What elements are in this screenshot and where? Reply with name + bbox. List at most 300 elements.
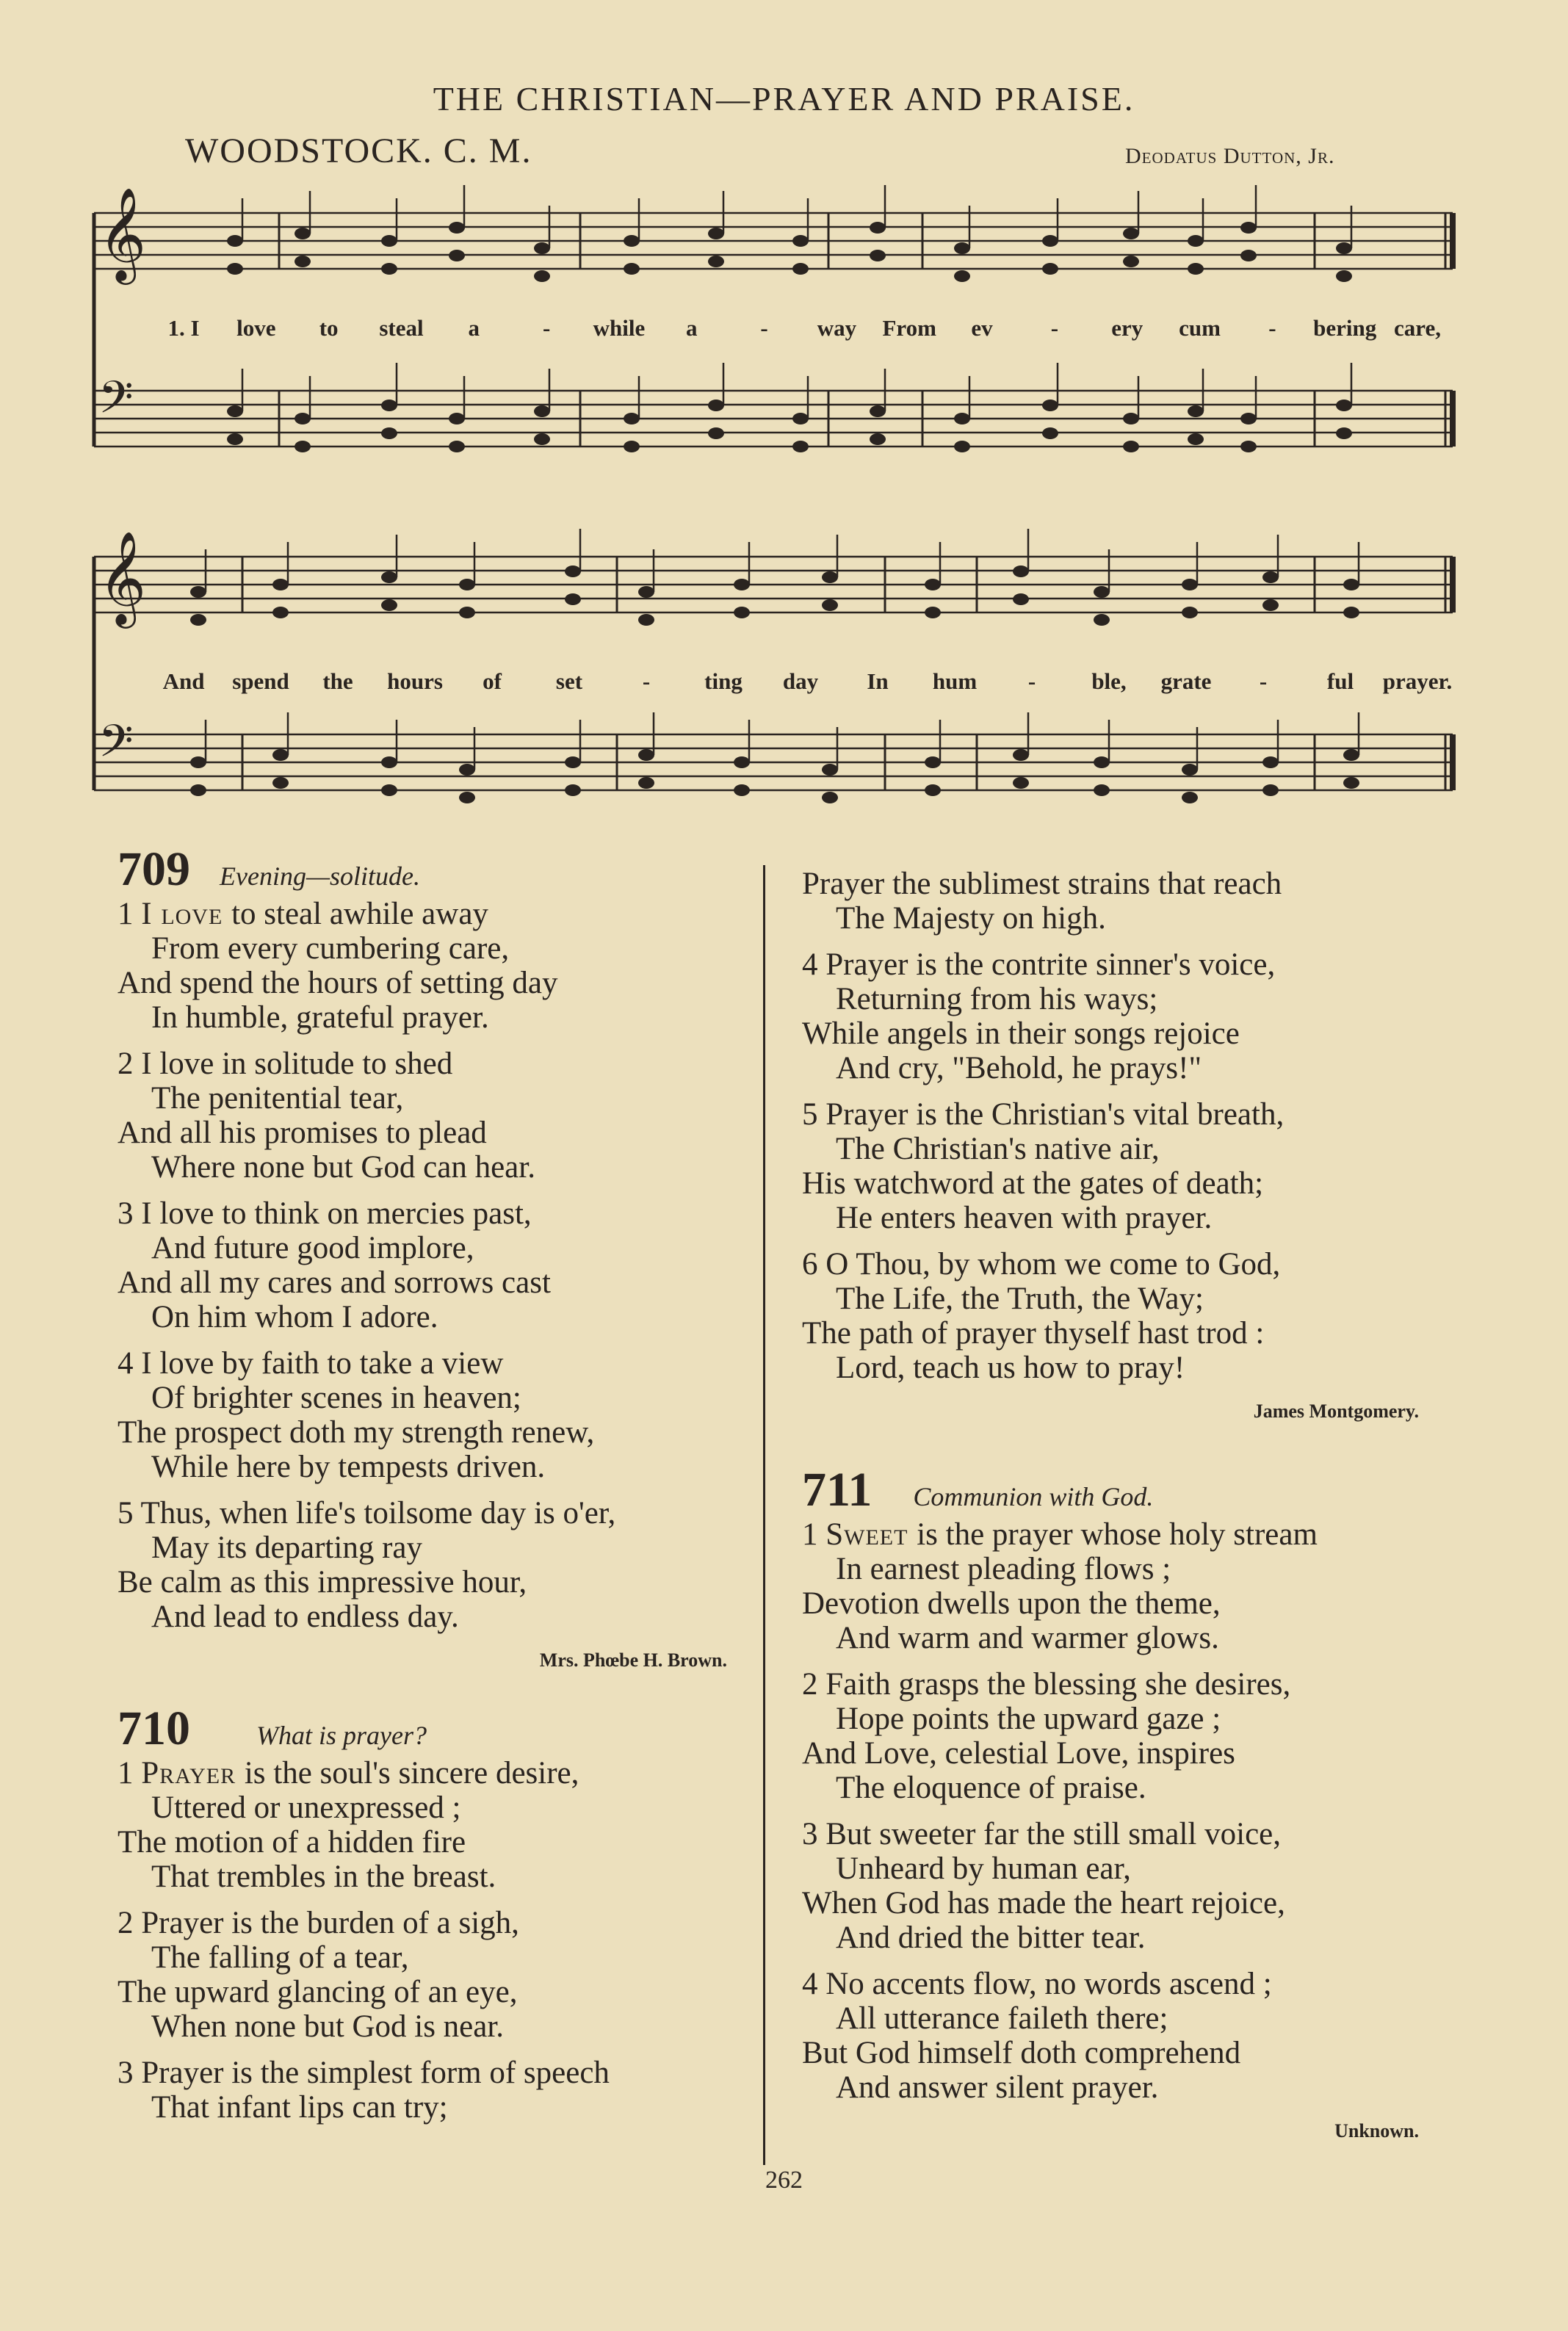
verse-number: 6 [802,1247,826,1282]
hymn-author: Mrs. Phœbe H. Brown. [539,1649,727,1671]
verse-number: 4 [118,1346,142,1381]
verse [118,1496,727,1634]
note-head [272,777,289,789]
note-head [870,433,886,445]
note-head [792,235,809,247]
verse-line [802,1097,1448,1132]
verse-line [802,982,1448,1016]
verse-text: But God himself doth comprehend [802,2036,1241,2070]
verse-text: to steal awhile away [231,897,488,931]
note-head [459,764,475,776]
verse-line [802,1166,1448,1201]
note-head [1336,400,1352,411]
note-head [1188,263,1204,275]
verse-number: 1 [118,897,142,931]
note-head [272,607,289,618]
note-head [822,764,838,776]
hymn-number: 709 [118,842,190,896]
verse-text: While here by tempests driven. [151,1450,546,1484]
verse-text: And all my cares and sorrows cast [118,1265,551,1300]
verse-line [802,1586,1448,1621]
note-head [534,405,550,417]
note-head [792,263,809,275]
lyric-syllable: grate [1160,668,1212,694]
lyric-syllable: steal [379,315,424,341]
verse-line [802,1771,1448,1805]
verse [802,1817,1448,1955]
verse-text: The falling of a tear, [151,1940,409,1975]
note-head [272,579,289,590]
note-head [1188,235,1204,247]
note-head [734,756,750,768]
verse-line [118,1116,727,1150]
verse-line [118,1600,727,1634]
tune-name: WOODSTOCK. C. M. [185,131,532,170]
lyric-syllable: a [686,315,698,341]
note-head [1094,614,1110,626]
note-head [227,433,243,445]
note-head [638,749,654,761]
verse-line [118,1565,727,1600]
verse-text: The Life, the Truth, the Way; [836,1282,1204,1316]
note-head [638,586,654,598]
note-head [1182,792,1198,803]
bass-clef: 𝄢 [98,715,134,778]
verse [118,1047,727,1185]
verse-line [118,1450,727,1484]
note-head [925,756,941,768]
verse [118,1196,727,1334]
hymn-number: 711 [802,1463,872,1517]
note-head [381,400,397,411]
verse-first-word: Prayer [141,1756,245,1790]
verse-line [118,1196,727,1231]
verse-text: The prospect doth my strength renew, [118,1415,595,1450]
note-head [295,441,311,452]
page-number: 262 [765,2166,803,2194]
verse-text: Lord, teach us how to pray! [836,1351,1185,1385]
verse [802,1097,1448,1235]
lyric-syllable: hum [932,668,978,694]
note-heads [190,185,1359,803]
note-head [624,441,640,452]
verse-text: The eloquence of praise. [836,1771,1146,1805]
verse-text: And answer silent prayer. [836,2070,1159,2105]
note-head [954,242,970,254]
lyrics-system-2 [163,668,1453,694]
lyric-syllable: - [1268,315,1276,341]
verse-text: The Christian's native air, [836,1132,1160,1166]
bar-lines [94,213,1453,790]
verse-line [802,1967,1448,2001]
note-head [227,263,243,275]
verse-text: Prayer is the burden of a sigh, [141,1906,519,1940]
hymn-verses [802,1517,1448,2105]
verse-line [802,1282,1448,1316]
verse-line [802,1817,1448,1851]
note-head [1188,405,1204,417]
note-head [638,614,654,626]
lyric-syllable: ev [971,315,993,341]
verse-text: is the soul's sincere desire, [244,1756,579,1790]
note-head [1182,764,1198,776]
verse-number: 5 [802,1097,826,1132]
verse-text: Returning from his ways; [836,982,1158,1016]
verse-text: And all his promises to plead [118,1116,487,1150]
note-head [1240,413,1257,424]
verse-text: But sweeter far the still small voice, [825,1817,1281,1851]
verse [802,1967,1448,2105]
note-head [1013,777,1029,789]
note-head [1182,579,1198,590]
verse [118,2056,727,2125]
verse-text: While angels in their songs rejoice [802,1016,1240,1051]
note-head [1343,777,1359,789]
column-left [118,842,727,2136]
note-head [1013,593,1029,605]
verse-text: And warm and warmer glows. [836,1621,1219,1655]
verse-line [118,1496,727,1530]
verse-number: 4 [802,947,826,982]
verse-first-word: Sweet [825,1517,917,1552]
lyric-syllable: And [162,668,205,694]
note-head [1042,263,1058,275]
verse-line [802,1621,1448,1655]
note-head [1042,400,1058,411]
note-head [190,784,206,796]
verse-text: In humble, grateful prayer. [151,1000,489,1035]
verse-line [118,1047,727,1081]
lyric-syllable: to [319,315,339,341]
composer-credit: Deodatus Dutton, Jr. [1125,144,1335,168]
verse-line [802,1316,1448,1351]
lyric-syllable: way [817,315,857,341]
note-head [295,413,311,424]
hymn-710 [118,1702,727,2125]
lyric-syllable: - [1050,315,1059,341]
verse-text: Prayer is the contrite sinner's voice, [825,947,1276,982]
verse-text: May its departing ray [151,1530,422,1565]
note-head [708,256,724,267]
verse-line [802,1517,1448,1552]
note-head [792,441,809,452]
lyric-syllable: of [483,668,502,694]
verse-text: Of brighter scenes in heaven; [151,1381,521,1415]
verse-line [118,1346,727,1381]
verse-text: And cry, "Behold, he prays!" [836,1051,1202,1085]
note-head [1336,242,1352,254]
verse-line [802,1351,1448,1385]
verse-line [118,2009,727,2044]
hymn-author: James Montgomery. [1253,1401,1419,1422]
verse-text: And Love, celestial Love, inspires [802,1736,1235,1771]
note-head [449,222,465,234]
lyric-syllable: From [882,315,936,341]
lyric-syllable: - [1027,668,1036,694]
music-score [0,0,1568,837]
lyric-syllable: love [236,315,276,341]
verse-line [118,1415,727,1450]
hymn-709 [118,842,727,1677]
note-head [1343,607,1359,618]
note-head [954,413,970,424]
verse-line [118,1790,727,1825]
verse-text: I love in solitude to shed [141,1047,453,1081]
lyric-syllable: set [555,668,583,694]
hymn-title: Evening—solitude. [220,861,420,891]
verse-text: Be calm as this impressive hour, [118,1565,527,1600]
verse-line [802,1247,1448,1282]
note-head [734,784,750,796]
note-head [925,784,941,796]
verse-line [802,1667,1448,1702]
note-head [459,579,475,590]
note-head [624,413,640,424]
note-head [190,756,206,768]
note-head [1123,228,1139,239]
note-head [1262,756,1279,768]
note-head [190,586,206,598]
note-head [870,250,886,261]
verse-line [118,966,727,1000]
lyric-syllable: a [468,315,480,341]
note-head [954,441,970,452]
verse-line [118,1940,727,1975]
verse-number: 1 [118,1756,142,1790]
note-head [954,270,970,282]
verse-continued [802,867,1448,936]
hymn-711 [802,1463,1448,2148]
hymn-author: Unknown. [1334,2120,1419,2142]
verse-line [118,1265,727,1300]
verse-line [802,1736,1448,1771]
verse-text: I love to think on mercies past, [141,1196,532,1231]
verse-line [802,947,1448,982]
verse [118,1906,727,2044]
verse-text: From every cumbering care, [151,931,510,966]
note-head [381,571,397,583]
verse-first-word: I love [141,897,232,931]
note-head [565,784,581,796]
verse-line [118,1860,727,1894]
note-head [792,413,809,424]
verse [802,1517,1448,1655]
verse-line [118,1150,727,1185]
hymn-title: Communion with God. [913,1482,1154,1511]
lyric-syllable: spend [232,668,289,694]
verse-text: The path of prayer thyself hast trod : [802,1316,1265,1351]
lyric-syllable: hours [387,668,443,694]
note-head [295,228,311,239]
verse-line [118,931,727,966]
note-head [1013,749,1029,761]
note-head [449,441,465,452]
note-head [534,433,550,445]
note-head [1240,250,1257,261]
note-head [925,607,941,618]
lyric-syllable: bering [1313,315,1377,341]
note-head [1343,749,1359,761]
clefs [98,187,146,778]
staff-lines [94,213,1453,790]
note-head [459,792,475,803]
note-head [381,235,397,247]
note-head [1336,270,1352,282]
note-head [624,263,640,275]
verse-number: 3 [802,1817,826,1851]
note-head [1262,784,1279,796]
verse-text: Thus, when life's toilsome day is o'er, [140,1496,616,1530]
note-head [227,235,243,247]
verse-text: That trembles in the breast. [151,1860,496,1894]
verse-line [118,1756,727,1790]
note-head [227,405,243,417]
verse-line [802,1132,1448,1166]
note-head [708,427,724,439]
note-head [534,270,550,282]
note-head [624,235,640,247]
note-head [295,256,311,267]
note-head [381,263,397,275]
column-divider [763,865,765,2165]
note-head [1042,235,1058,247]
note-head [708,400,724,411]
note-head [534,242,550,254]
verse-text: On him whom I adore. [151,1300,438,1334]
verse-text: is the prayer whose holy stream [917,1517,1318,1552]
note-head [1123,441,1139,452]
note-head [381,599,397,611]
column-right [802,867,1448,2148]
verse-line [802,1201,1448,1235]
verse-line: 3 Prayer is the simplest form of speech [118,2056,610,2090]
verse-text: When God has made the heart rejoice, [802,1886,1285,1920]
verse-number: 2 [118,1047,142,1081]
verse-text: And lead to endless day. [151,1600,459,1634]
verse [118,897,727,1035]
verse-line: The Majesty on high. [836,901,1106,936]
verse-text: The penitential tear, [151,1081,404,1116]
verse-line [118,1000,727,1035]
verse-text: Devotion dwells upon the theme, [802,1586,1221,1621]
note-head [381,784,397,796]
verse-line [802,1016,1448,1051]
note-head [1240,222,1257,234]
verse-line [118,1906,727,1940]
verse-line [802,1702,1448,1736]
note-head [1123,413,1139,424]
lyric-syllable: cum [1179,315,1221,341]
lyric-syllable: day [782,668,819,694]
lyric-syllable: ble, [1091,668,1127,694]
note-head [1182,607,1198,618]
verse [802,1667,1448,1805]
note-head [822,792,838,803]
verse-text: Hope points the upward gaze ; [836,1702,1221,1736]
note-head [1094,756,1110,768]
lyric-syllable: 1. I [167,315,200,341]
lyric-syllable: ery [1111,315,1144,341]
verse-line [118,1231,727,1265]
treble-clef: 𝄞 [98,187,147,281]
note-head [381,756,397,768]
verse-text: Uttered or unexpressed ; [151,1790,461,1825]
lyrics-system-1 [167,315,1441,341]
note-head [381,427,397,439]
note-head [1123,256,1139,267]
verse-text: He enters heaven with prayer. [836,1201,1213,1235]
verse [802,947,1448,1085]
note-head [1013,565,1029,577]
verse-number: 5 [118,1496,141,1530]
verse-line [802,2036,1448,2070]
note-head [190,614,206,626]
hymn-title: What is prayer? [256,1721,427,1750]
verse-text: And future good implore, [151,1231,474,1265]
lyric-syllable: - [542,315,551,341]
note-head [822,571,838,583]
lyric-syllable: ful [1326,668,1354,694]
verse-line [802,1051,1448,1085]
lyric-syllable: - [760,315,768,341]
note-head [1343,579,1359,590]
lyric-syllable: In [867,668,889,694]
verse-text: O Thou, by whom we come to God, [825,1247,1281,1282]
lyric-syllable: - [642,668,651,694]
verse-line [118,1300,727,1334]
verse-text: Where none but God can hear. [151,1150,535,1185]
lyric-syllable: ting [704,668,743,694]
verse-number: 1 [802,1517,826,1552]
note-head [734,607,750,618]
lyric-syllable: while [593,315,646,341]
verse-text: And spend the hours of setting day [118,966,558,1000]
hymn-verses [118,1756,727,2125]
verse-number: 2 [802,1667,826,1702]
verse-line [118,1825,727,1860]
hymn-number: 710 [118,1702,190,1755]
verse-line [802,1552,1448,1586]
verse-line [118,1975,727,2009]
verse-text: Prayer is the Christian's vital breath, [825,1097,1285,1132]
note-head [1188,433,1204,445]
note-head [1094,784,1110,796]
verse-line [802,1920,1448,1955]
verse-line [802,1886,1448,1920]
note-head [734,579,750,590]
verse-text: Faith grasps the blessing she desires, [825,1667,1291,1702]
verse [802,1247,1448,1385]
verse-text: I love by faith to take a view [141,1346,504,1381]
note-head [870,405,886,417]
verse-line [802,2001,1448,2036]
verse-text: In earnest pleading flows ; [836,1552,1171,1586]
note-head [1042,427,1058,439]
note-head [708,228,724,239]
verse-text: No accents flow, no words ascend ; [825,1967,1272,2001]
note-head [272,749,289,761]
verse-line [118,1530,727,1565]
verse-number: 4 [802,1967,826,2001]
hymn-710-continued [802,867,1448,1385]
note-head [449,250,465,261]
verse [118,1756,727,1894]
verse-number: 2 [118,1906,142,1940]
note-head [1336,427,1352,439]
note-head [638,777,654,789]
verse-line [802,1851,1448,1886]
hymn-verses [118,897,727,1634]
